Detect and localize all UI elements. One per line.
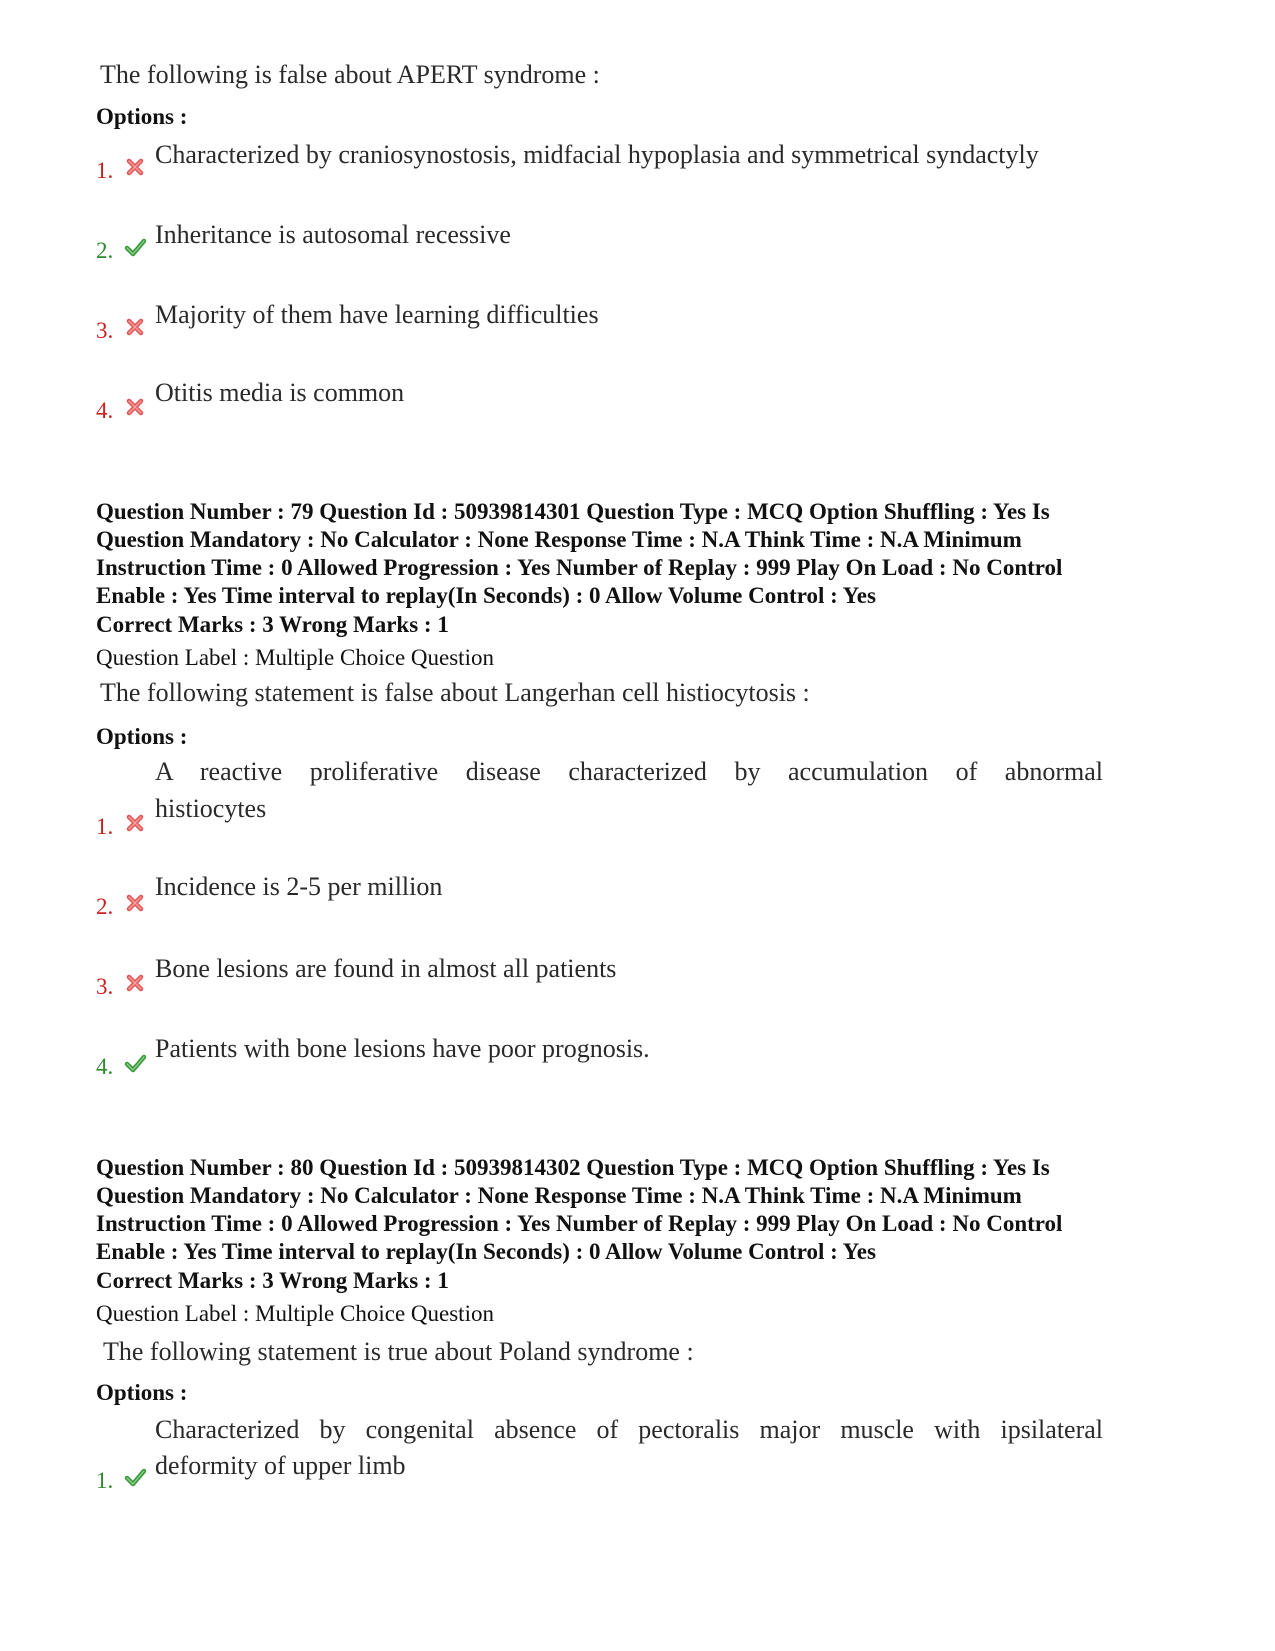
q78-options-label: Options : [96, 104, 188, 129]
wrong-cross-icon [124, 812, 146, 834]
q79-meta-line-1: Question Number : 79 Question Id : 50939814301 Question Type : MCQ Option Shuffling : Yes Is [96, 499, 1050, 524]
q80-option-1-text-line-2: deformity of upper limb [155, 1451, 406, 1480]
q80-question-label: Question Label : Multiple Choice Question [96, 1301, 494, 1326]
wrong-cross-icon [124, 156, 146, 178]
q78-option-4-number: 4. [96, 398, 114, 423]
q79-meta-line-2: Question Mandatory : No Calculator : None Response Time : N.A Think Time : N.A Minimum [96, 527, 1022, 552]
q78-stem: The following is false about APERT syndrome : [100, 60, 600, 89]
q79-stem: The following statement is false about Langerhan cell histiocytosis : [100, 678, 810, 707]
q80-meta-line-3: Instruction Time : 0 Allowed Progression : Yes Number of Replay : 999 Play On Load : No Control [96, 1211, 1063, 1236]
correct-check-icon [124, 236, 146, 258]
q79-option-3-text: Bone lesions are found in almost all patients [155, 954, 617, 983]
q78-option-3-number: 3. [96, 318, 114, 343]
q79-meta-line-3: Instruction Time : 0 Allowed Progression : Yes Number of Replay : 999 Play On Load : No Control [96, 555, 1063, 580]
q79-option-1-text-line-1: A reactive proliferative disease characterized by accumulation of abnormal [155, 757, 1103, 786]
q78-option-4-text: Otitis media is common [155, 378, 405, 407]
q78-option-1-text: Characterized by craniosynostosis, midfacial hypoplasia and symmetrical syndactyly [155, 140, 1039, 169]
q79-question-label: Question Label : Multiple Choice Question [96, 645, 494, 670]
q80-meta-line-2: Question Mandatory : No Calculator : None Response Time : N.A Think Time : N.A Minimum [96, 1183, 1022, 1208]
q79-option-1-text-line-2: histiocytes [155, 794, 267, 823]
q78-option-2-text: Inheritance is autosomal recessive [155, 220, 511, 249]
q79-option-2-text: Incidence is 2-5 per million [155, 872, 443, 901]
q79-options-label: Options : [96, 724, 188, 749]
q80-option-1-number: 1. [96, 1468, 114, 1493]
q80-option-1-text-line-1: Characterized by congenital absence of pectoralis major muscle with ipsilateral [155, 1415, 1103, 1444]
q79-meta [96, 498, 1226, 610]
q79-option-3-number: 3. [96, 974, 114, 999]
q80-meta-line-1: Question Number : 80 Question Id : 50939814302 Question Type : MCQ Option Shuffling : Yes Is [96, 1155, 1050, 1180]
q79-option-4-number: 4. [96, 1054, 114, 1079]
wrong-cross-icon [124, 972, 146, 994]
q79-meta-line-4: Enable : Yes Time interval to replay(In Seconds) : 0 Allow Volume Control : Yes [96, 583, 876, 608]
q78-option-3-text: Majority of them have learning difficulties [155, 300, 599, 329]
q79-option-4-text: Patients with bone lesions have poor prognosis. [155, 1034, 650, 1063]
q79-option-1-number: 1. [96, 814, 114, 839]
q80-meta-line-4: Enable : Yes Time interval to replay(In Seconds) : 0 Allow Volume Control : Yes [96, 1239, 876, 1264]
q80-options-label: Options : [96, 1380, 188, 1405]
q80-marks: Correct Marks : 3 Wrong Marks : 1 [96, 1268, 449, 1293]
wrong-cross-icon [124, 396, 146, 418]
q78-option-2-number: 2. [96, 238, 114, 263]
q78-option-1-number: 1. [96, 158, 114, 183]
q79-option-2-number: 2. [96, 894, 114, 919]
correct-check-icon [124, 1466, 146, 1488]
correct-check-icon [124, 1052, 146, 1074]
q79-marks: Correct Marks : 3 Wrong Marks : 1 [96, 612, 449, 637]
wrong-cross-icon [124, 892, 146, 914]
q80-stem: The following statement is true about Poland syndrome : [103, 1337, 694, 1366]
wrong-cross-icon [124, 316, 146, 338]
q80-meta [96, 1154, 1226, 1266]
